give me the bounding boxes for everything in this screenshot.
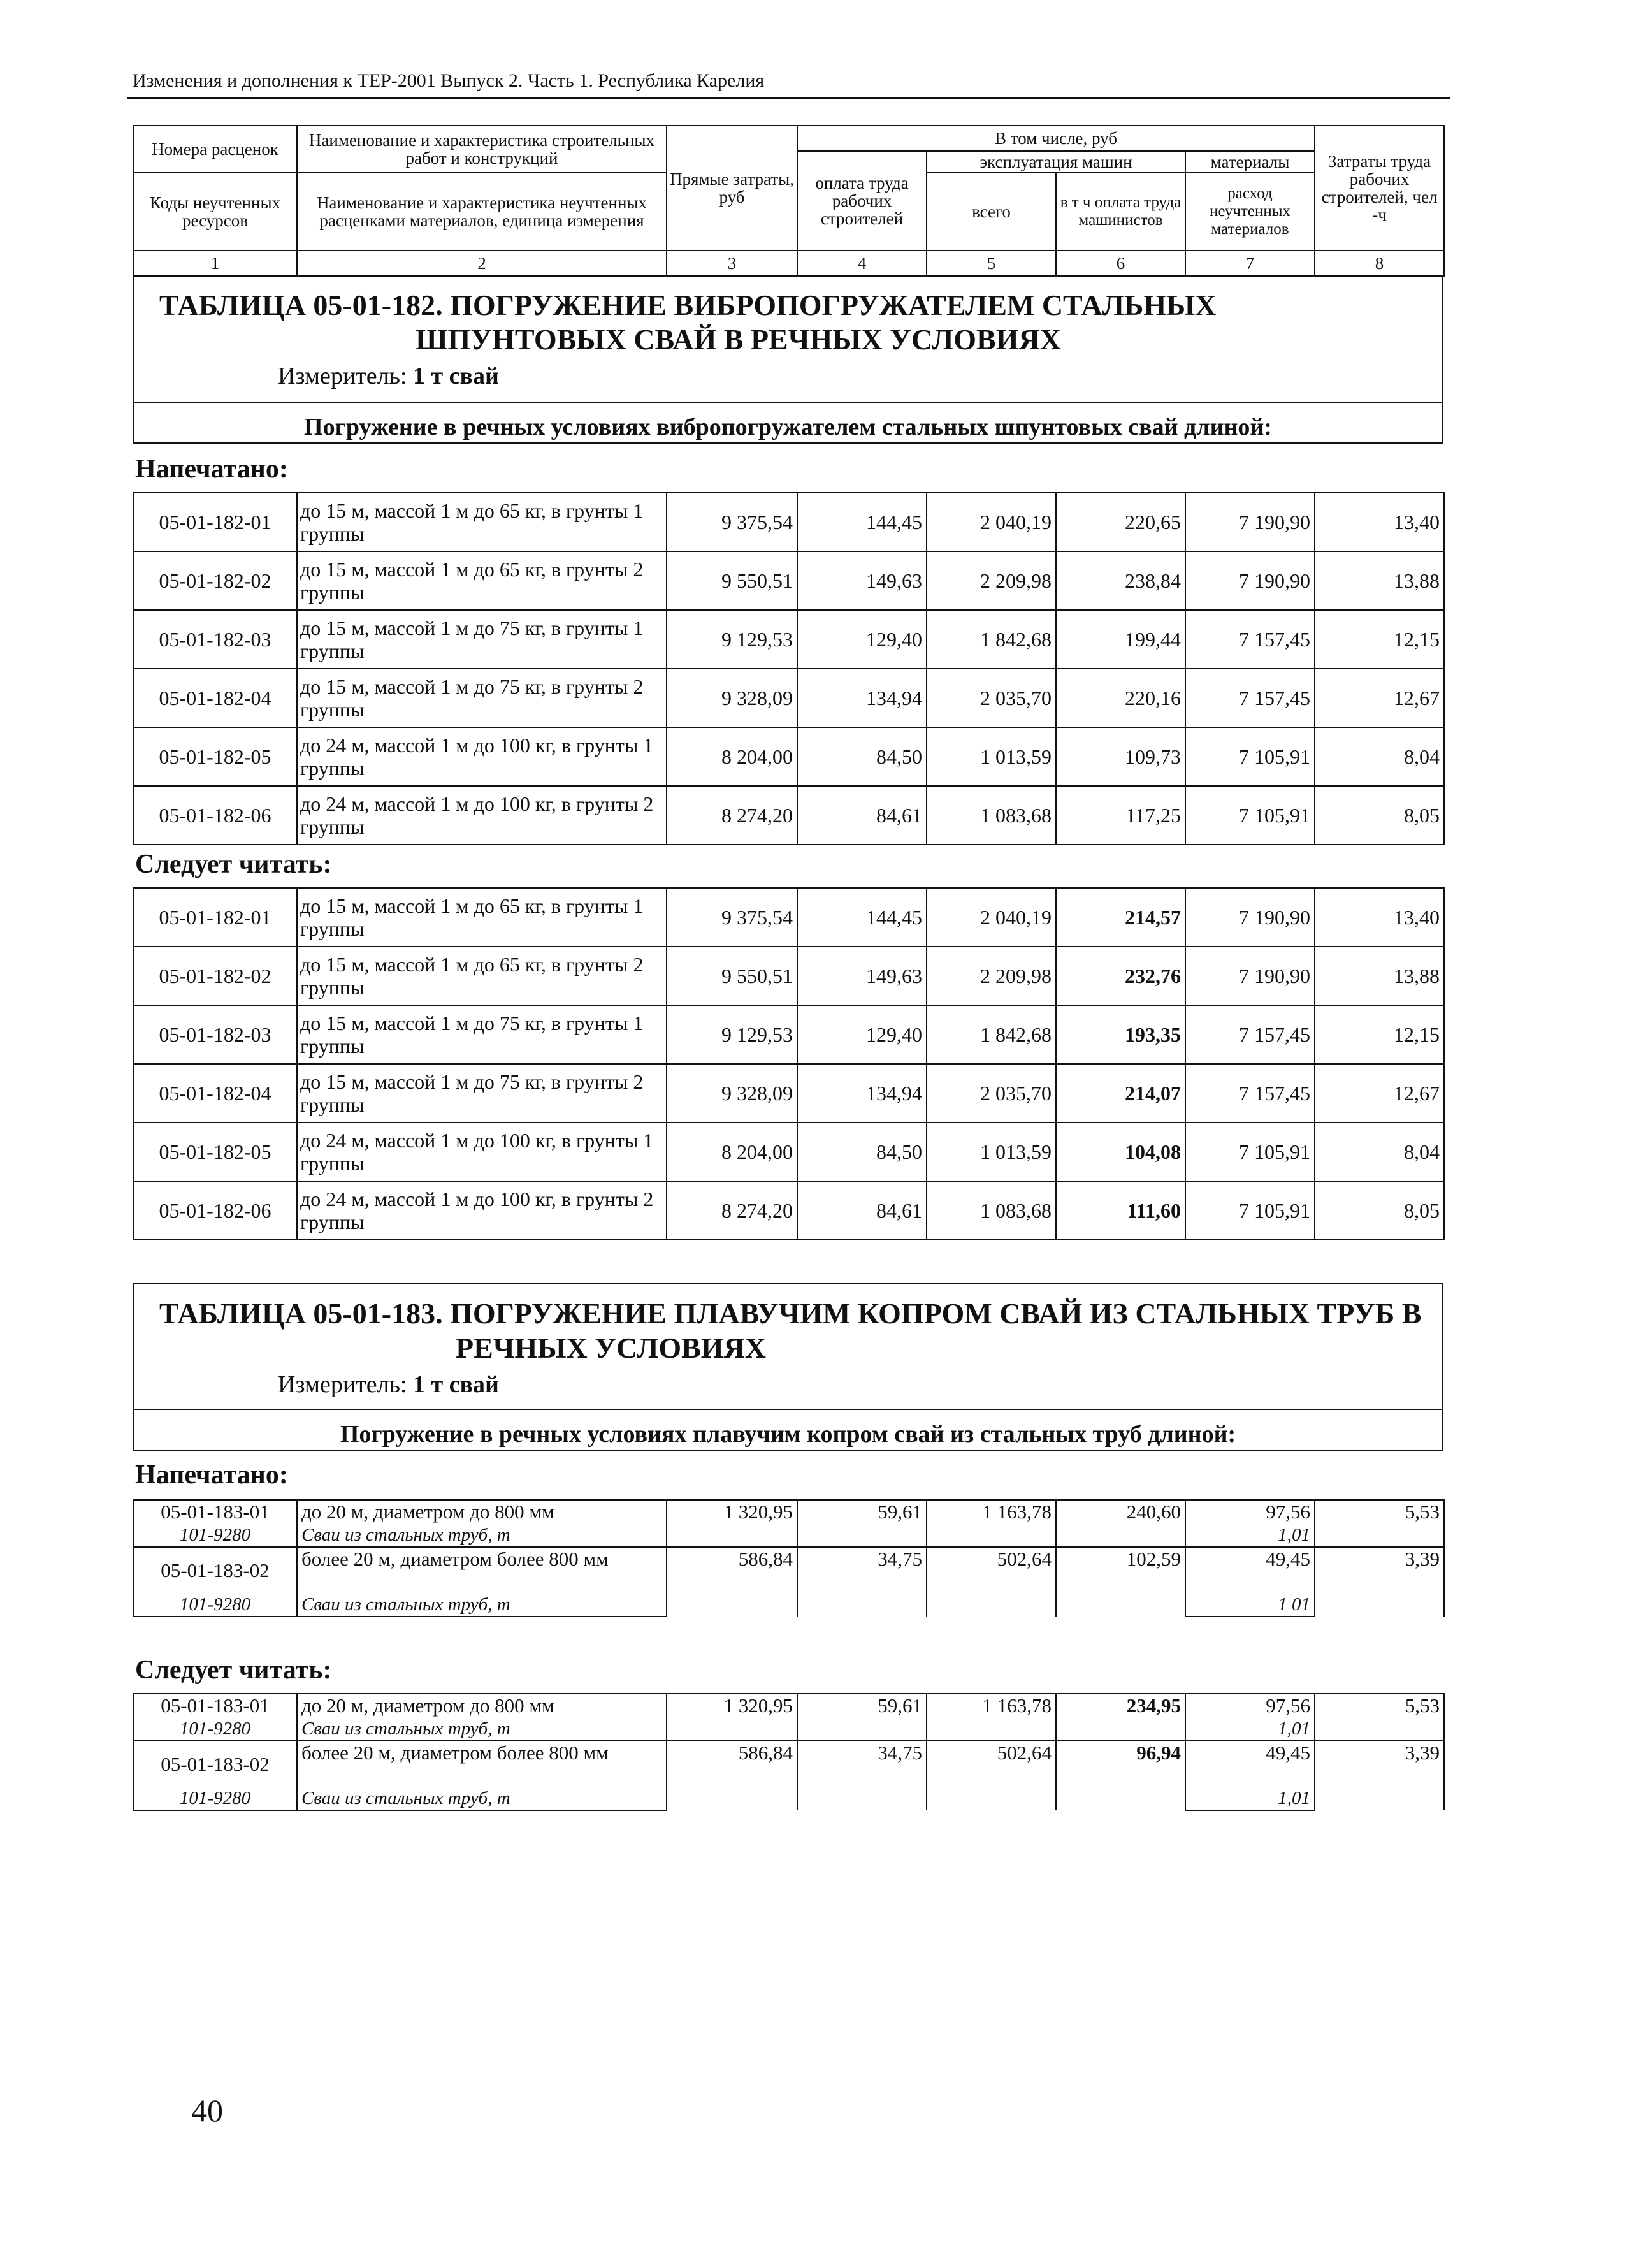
header-labor-costs: Затраты труда рабочих строителей, чел -ч xyxy=(1315,126,1444,251)
labor-costs-value: 12,67 xyxy=(1315,1064,1444,1123)
materials-value: 49,45 xyxy=(1185,1741,1315,1787)
operator-pay-value: 102,59 xyxy=(1056,1547,1185,1617)
label-should-read: Следует читать: xyxy=(135,1655,332,1685)
worker-pay-value: 84,50 xyxy=(797,727,927,786)
table-182-title-line2: ШПУНТОВЫХ СВАЙ В РЕЧНЫХ УСЛОВИЯХ xyxy=(416,323,1061,356)
labor-costs-value: 13,40 xyxy=(1315,493,1444,551)
header-work-name: Наименование и характеристика строительных работ и конструкций xyxy=(297,126,667,173)
machine-total-value: 1 083,68 xyxy=(927,786,1056,845)
worker-pay-value: 144,45 xyxy=(797,888,927,947)
col-number: 6 xyxy=(1056,251,1185,276)
direct-costs-value: 586,84 xyxy=(667,1741,797,1810)
table-row xyxy=(133,669,1444,727)
materials-value: 7 157,45 xyxy=(1185,669,1315,727)
direct-costs-value: 9 550,51 xyxy=(667,551,797,610)
header-rule xyxy=(127,97,1450,99)
header-worker-pay: оплата труда рабочих строителей xyxy=(797,151,927,251)
header-operator-pay: в т ч оплата труда машинистов xyxy=(1056,173,1185,251)
header-rate-number: Номера расценок xyxy=(133,126,297,173)
col-number: 5 xyxy=(927,251,1056,276)
worker-pay-value: 144,45 xyxy=(797,493,927,551)
labor-costs-value: 8,05 xyxy=(1315,1181,1444,1240)
table-182-printed xyxy=(133,492,1445,845)
header-direct-costs: Прямые затраты, руб xyxy=(667,126,797,251)
rate-code: 05-01-182-04 xyxy=(133,1064,297,1123)
measure-value: 1 т свай xyxy=(413,1371,499,1398)
operator-pay-value: 96,94 xyxy=(1056,1741,1185,1810)
materials-value: 7 105,91 xyxy=(1185,1181,1315,1240)
materials-value: 7 190,90 xyxy=(1185,493,1315,551)
table-183-title-line1: ТАБЛИЦА 05-01-183. ПОГРУЖЕНИЕ ПЛАВУЧИМ КОПРОМ СВАЙ ИЗ СТАЛЬНЫХ ТРУБ В xyxy=(159,1297,1422,1330)
label-printed: Напечатано: xyxy=(135,1460,288,1490)
resource-quantity: 1 01 xyxy=(1185,1593,1315,1617)
operator-pay-value: 234,95 xyxy=(1056,1694,1185,1741)
table-row xyxy=(133,551,1444,610)
operator-pay-value: 193,35 xyxy=(1056,1005,1185,1064)
materials-value: 7 157,45 xyxy=(1185,610,1315,669)
measure-label: Измеритель: xyxy=(278,363,407,389)
worker-pay-value: 129,40 xyxy=(797,610,927,669)
direct-costs-value: 1 320,95 xyxy=(667,1694,797,1741)
materials-value: 7 190,90 xyxy=(1185,551,1315,610)
table-182-corrected xyxy=(133,887,1445,1240)
table-row xyxy=(133,1005,1444,1064)
resource-code: 101-9280 xyxy=(133,1717,297,1741)
worker-pay-value: 59,61 xyxy=(797,1500,927,1547)
operator-pay-value: 199,44 xyxy=(1056,610,1185,669)
header-material-usage: расход неучтенных материалов xyxy=(1185,173,1315,251)
labor-costs-value: 3,39 xyxy=(1315,1741,1444,1810)
worker-pay-value: 134,94 xyxy=(797,1064,927,1123)
worker-pay-value: 34,75 xyxy=(797,1547,927,1617)
operator-pay-value: 109,73 xyxy=(1056,727,1185,786)
worker-pay-value: 59,61 xyxy=(797,1694,927,1741)
labor-costs-value: 5,53 xyxy=(1315,1694,1444,1741)
direct-costs-value: 9 375,54 xyxy=(667,888,797,947)
labor-costs-value: 12,67 xyxy=(1315,669,1444,727)
worker-pay-value: 149,63 xyxy=(797,551,927,610)
table-183-printed-body xyxy=(133,1500,1444,1617)
materials-value: 97,56 xyxy=(1185,1694,1315,1717)
machine-total-value: 2 209,98 xyxy=(927,947,1056,1005)
direct-costs-value: 9 129,53 xyxy=(667,1005,797,1064)
rate-code: 05-01-182-02 xyxy=(133,947,297,1005)
table-183-subhead: Погружение в речных условиях плавучим копром свай из стальных труб длиной: xyxy=(134,1409,1442,1458)
label-printed: Напечатано: xyxy=(135,454,288,484)
materials-value: 7 105,91 xyxy=(1185,727,1315,786)
worker-pay-value: 34,75 xyxy=(797,1741,927,1810)
rate-code: 05-01-182-06 xyxy=(133,786,297,845)
resource-description: Сваи из стальных труб, т xyxy=(297,1593,667,1617)
worker-pay-value: 129,40 xyxy=(797,1005,927,1064)
work-description: до 15 м, массой 1 м до 65 кг, в грунты 2 группы xyxy=(297,947,667,1005)
direct-costs-value: 8 204,00 xyxy=(667,727,797,786)
direct-costs-value: 9 129,53 xyxy=(667,610,797,669)
work-description: до 15 м, массой 1 м до 75 кг, в грунты 1 группы xyxy=(297,610,667,669)
machine-total-value: 2 035,70 xyxy=(927,669,1056,727)
work-description: до 24 м, массой 1 м до 100 кг, в грунты 1 группы xyxy=(297,1123,667,1181)
table-row xyxy=(133,1064,1444,1123)
operator-pay-value: 104,08 xyxy=(1056,1123,1185,1181)
operator-pay-value: 220,16 xyxy=(1056,669,1185,727)
header-materials: материалы xyxy=(1185,151,1315,173)
table-182-title-line1: ТАБЛИЦА 05-01-182. ПОГРУЖЕНИЕ ВИБРОПОГРУЖАТЕЛЕМ СТАЛЬНЫХ xyxy=(159,289,1217,321)
table-row xyxy=(133,610,1444,669)
machine-total-value: 502,64 xyxy=(927,1547,1056,1617)
work-description: до 20 м, диаметром до 800 мм xyxy=(297,1500,667,1523)
resource-code: 101-9280 xyxy=(133,1787,297,1810)
rate-code: 05-01-183-01 xyxy=(133,1500,297,1523)
rate-code: 05-01-182-03 xyxy=(133,1005,297,1064)
resource-quantity: 1,01 xyxy=(1185,1717,1315,1741)
labor-costs-value: 13,40 xyxy=(1315,888,1444,947)
resource-quantity: 1,01 xyxy=(1185,1523,1315,1547)
operator-pay-value: 240,60 xyxy=(1056,1500,1185,1547)
col-number: 3 xyxy=(667,251,797,276)
table-182-measure xyxy=(134,362,1442,389)
work-description: до 15 м, массой 1 м до 75 кг, в грунты 2 группы xyxy=(297,669,667,727)
direct-costs-value: 9 550,51 xyxy=(667,947,797,1005)
table-row xyxy=(133,1123,1444,1181)
materials-value: 7 157,45 xyxy=(1185,1005,1315,1064)
machine-total-value: 1 013,59 xyxy=(927,727,1056,786)
operator-pay-value: 117,25 xyxy=(1056,786,1185,845)
rate-code: 05-01-182-05 xyxy=(133,1123,297,1181)
col-number: 4 xyxy=(797,251,927,276)
labor-costs-value: 5,53 xyxy=(1315,1500,1444,1547)
direct-costs-value: 9 328,09 xyxy=(667,1064,797,1123)
work-description: до 24 м, массой 1 м до 100 кг, в грунты 2 группы xyxy=(297,1181,667,1240)
work-description: до 24 м, массой 1 м до 100 кг, в грунты 1 группы xyxy=(297,727,667,786)
table-row xyxy=(133,947,1444,1005)
col-number: 7 xyxy=(1185,251,1315,276)
table-183-printed xyxy=(133,1499,1445,1617)
table-row xyxy=(133,727,1444,786)
direct-costs-value: 8 274,20 xyxy=(667,786,797,845)
col-number: 1 xyxy=(133,251,297,276)
labor-costs-value: 3,39 xyxy=(1315,1547,1444,1617)
machine-total-value: 1 083,68 xyxy=(927,1181,1056,1240)
machine-total-value: 1 163,78 xyxy=(927,1694,1056,1741)
labor-costs-value: 12,15 xyxy=(1315,1005,1444,1064)
table-row xyxy=(133,1547,1444,1593)
running-head: Изменения и дополнения к ТЕР-2001 Выпуск 2. Часть 1. Республика Карелия xyxy=(133,70,765,91)
header-machine-operation: эксплуатация машин xyxy=(927,151,1185,173)
operator-pay-value: 111,60 xyxy=(1056,1181,1185,1240)
table-182-subhead: Погружение в речных условиях вибропогружателем стальных шпунтовых свай длиной: xyxy=(134,402,1442,451)
table-182-printed-body xyxy=(133,493,1444,845)
work-description: до 15 м, массой 1 м до 65 кг, в грунты 1 группы xyxy=(297,493,667,551)
worker-pay-value: 84,61 xyxy=(797,786,927,845)
worker-pay-value: 84,61 xyxy=(797,1181,927,1240)
rate-code: 05-01-183-01 xyxy=(133,1694,297,1717)
operator-pay-value: 214,57 xyxy=(1056,888,1185,947)
machine-total-value: 502,64 xyxy=(927,1741,1056,1810)
rate-code: 05-01-182-05 xyxy=(133,727,297,786)
label-should-read: Следует читать: xyxy=(135,850,332,879)
table-183-measure xyxy=(134,1370,1442,1397)
rate-code: 05-01-182-01 xyxy=(133,888,297,947)
rate-code: 05-01-182-01 xyxy=(133,493,297,551)
table-183-title-line2: РЕЧНЫХ УСЛОВИЯХ xyxy=(456,1332,766,1364)
labor-costs-value: 13,88 xyxy=(1315,947,1444,1005)
measure-value: 1 т свай xyxy=(413,363,499,389)
machine-total-value: 1 163,78 xyxy=(927,1500,1056,1547)
header-machine-total: всего xyxy=(927,173,1056,251)
measure-label: Измеритель: xyxy=(278,1371,407,1398)
work-description: до 15 м, массой 1 м до 75 кг, в грунты 2 группы xyxy=(297,1064,667,1123)
labor-costs-value: 13,88 xyxy=(1315,551,1444,610)
work-description: более 20 м, диаметром более 800 мм xyxy=(297,1547,667,1593)
resource-description: Сваи из стальных труб, т xyxy=(297,1523,667,1547)
rate-code: 05-01-182-04 xyxy=(133,669,297,727)
operator-pay-value: 214,07 xyxy=(1056,1064,1185,1123)
table-row xyxy=(133,786,1444,845)
direct-costs-value: 1 320,95 xyxy=(667,1500,797,1547)
machine-total-value: 1 013,59 xyxy=(927,1123,1056,1181)
table-row xyxy=(133,1694,1444,1717)
table-183-corrected-body xyxy=(133,1694,1444,1810)
table-182-corrected-body xyxy=(133,888,1444,1240)
labor-costs-value: 8,05 xyxy=(1315,786,1444,845)
direct-costs-value: 586,84 xyxy=(667,1547,797,1617)
labor-costs-value: 8,04 xyxy=(1315,727,1444,786)
worker-pay-value: 149,63 xyxy=(797,947,927,1005)
column-header-table xyxy=(133,125,1445,277)
rate-code: 05-01-183-02 xyxy=(133,1741,297,1787)
header-material-name: Наименование и характеристика неучтенных расценками материалов, единица измерения xyxy=(297,173,667,251)
resource-code: 101-9280 xyxy=(133,1593,297,1617)
rate-code: 05-01-182-03 xyxy=(133,610,297,669)
table-row xyxy=(133,1741,1444,1787)
table-row xyxy=(133,1500,1444,1523)
direct-costs-value: 8 204,00 xyxy=(667,1123,797,1181)
work-description: до 15 м, массой 1 м до 65 кг, в грунты 1 группы xyxy=(297,888,667,947)
materials-value: 97,56 xyxy=(1185,1500,1315,1523)
materials-value: 7 105,91 xyxy=(1185,786,1315,845)
resource-code: 101-9280 xyxy=(133,1523,297,1547)
table-row xyxy=(133,493,1444,551)
worker-pay-value: 134,94 xyxy=(797,669,927,727)
labor-costs-value: 8,04 xyxy=(1315,1123,1444,1181)
work-description: до 20 м, диаметром до 800 мм xyxy=(297,1694,667,1717)
machine-total-value: 1 842,68 xyxy=(927,1005,1056,1064)
operator-pay-value: 220,65 xyxy=(1056,493,1185,551)
machine-total-value: 2 035,70 xyxy=(927,1064,1056,1123)
direct-costs-value: 8 274,20 xyxy=(667,1181,797,1240)
materials-value: 7 190,90 xyxy=(1185,888,1315,947)
resource-description: Сваи из стальных труб, т xyxy=(297,1787,667,1810)
work-description: более 20 м, диаметром более 800 мм xyxy=(297,1741,667,1787)
table-row xyxy=(133,888,1444,947)
operator-pay-value: 238,84 xyxy=(1056,551,1185,610)
worker-pay-value: 84,50 xyxy=(797,1123,927,1181)
direct-costs-value: 9 375,54 xyxy=(667,493,797,551)
machine-total-value: 2 040,19 xyxy=(927,493,1056,551)
materials-value: 7 190,90 xyxy=(1185,947,1315,1005)
col-number: 8 xyxy=(1315,251,1444,276)
rate-code: 05-01-182-06 xyxy=(133,1181,297,1240)
work-description: до 24 м, массой 1 м до 100 кг, в грунты 2 группы xyxy=(297,786,667,845)
labor-costs-value: 12,15 xyxy=(1315,610,1444,669)
rate-code: 05-01-183-02 xyxy=(133,1547,297,1593)
resource-description: Сваи из стальных труб, т xyxy=(297,1717,667,1741)
table-182-title-box xyxy=(133,275,1443,444)
col-number: 2 xyxy=(297,251,667,276)
direct-costs-value: 9 328,09 xyxy=(667,669,797,727)
header-incl-group: В том числе, руб xyxy=(797,126,1315,151)
machine-total-value: 2 040,19 xyxy=(927,888,1056,947)
header-resource-codes: Коды неучтенных ресурсов xyxy=(133,173,297,251)
materials-value: 7 105,91 xyxy=(1185,1123,1315,1181)
table-183-title-box xyxy=(133,1283,1443,1451)
work-description: до 15 м, массой 1 м до 75 кг, в грунты 1 группы xyxy=(297,1005,667,1064)
materials-value: 7 157,45 xyxy=(1185,1064,1315,1123)
rate-code: 05-01-182-02 xyxy=(133,551,297,610)
table-183-corrected xyxy=(133,1693,1445,1811)
machine-total-value: 1 842,68 xyxy=(927,610,1056,669)
resource-quantity: 1,01 xyxy=(1185,1787,1315,1810)
page-number: 40 xyxy=(191,2093,223,2128)
machine-total-value: 2 209,98 xyxy=(927,551,1056,610)
operator-pay-value: 232,76 xyxy=(1056,947,1185,1005)
materials-value: 49,45 xyxy=(1185,1547,1315,1593)
work-description: до 15 м, массой 1 м до 65 кг, в грунты 2 группы xyxy=(297,551,667,610)
table-row xyxy=(133,1181,1444,1240)
